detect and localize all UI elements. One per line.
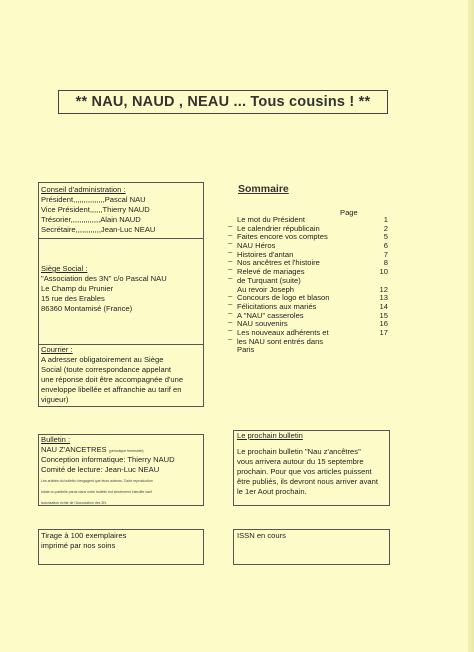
toc-item-title: NAU souvenirs <box>237 319 288 329</box>
siege-line: "Association des 3N" c/o Pascal NAU <box>41 274 167 283</box>
tirage-line: imprimé par nos soins <box>41 541 116 550</box>
toc-item-title-line: de Turquant (suite) <box>237 275 301 285</box>
sommaire-page-label: Page <box>340 208 358 217</box>
prochain-line: Le prochain bulletin "Nau z'ancêtres" <box>237 447 361 456</box>
toc-item-title: Félicitations aux mariés <box>237 301 317 311</box>
toc-item-title: Concours de logo et blason <box>237 293 330 303</box>
conseil-line-tresorier: Trésorier,,,,,,,,,,,,,,Alain NAUD <box>41 215 141 224</box>
toc-item-title <box>237 329 329 355</box>
toc-item <box>228 268 388 285</box>
issn-box <box>233 529 390 565</box>
prochain-line: prochain. Pour que vos articles puissent <box>237 467 372 476</box>
bulletin-box <box>38 434 204 506</box>
courrier-section <box>41 345 203 405</box>
prochain-box <box>233 430 390 506</box>
toc-item-page: 14 <box>379 301 388 311</box>
siege-section <box>41 264 203 314</box>
bulletin-heading: Bulletin : <box>41 435 71 444</box>
toc-item-title <box>237 268 305 285</box>
courrier-line: Social (toute correspondance appelant <box>41 365 172 374</box>
toc-dash: _ <box>228 330 233 340</box>
table-of-contents <box>228 216 388 355</box>
conseil-section <box>41 185 203 235</box>
toc-item-title: Faites encore vos comptes <box>237 232 328 242</box>
siege-line: 15 rue des Erables <box>41 294 105 303</box>
toc-dash: _ <box>228 296 233 306</box>
toc-dash: _ <box>228 218 233 227</box>
conseil-line-president: Président,,,,,,,,,,,,,,,Pascal NAU <box>41 195 146 204</box>
courrier-line: A adresser obligatoirement au Siège <box>41 355 164 364</box>
courrier-line: une réponse doit être accompagnée d'une <box>41 375 184 384</box>
tirage-line: Tirage à 100 exemplaires <box>41 531 127 540</box>
toc-item-title-line: les NAU sont entrés dans <box>237 336 324 346</box>
conseil-line-vice-president: Vice Président,,,,,,Thierry NAUD <box>41 205 150 214</box>
toc-item-page: 15 <box>379 310 388 320</box>
toc-item-page: 13 <box>379 293 388 303</box>
toc-item-page: 16 <box>379 319 388 329</box>
divider <box>39 238 203 239</box>
courrier-line: vigueur) <box>41 395 69 404</box>
prochain-section <box>237 431 389 497</box>
bulletin-fine-print: Les articles du bulletin n'engagent que leurs auteurs. Toute reproduction <box>41 479 153 483</box>
toc-dash: _ <box>228 252 233 262</box>
tirage-box <box>38 529 204 565</box>
info-box-left <box>38 182 204 407</box>
toc-dash: _ <box>228 270 233 280</box>
siege-line: Le Champ du Prunier <box>41 284 114 293</box>
page-edge <box>468 0 474 652</box>
bulletin-name: NAU Z'ANCETRES <box>41 445 107 454</box>
toc-item-page: 17 <box>379 327 388 337</box>
toc-dash: _ <box>228 226 233 236</box>
toc-item-title-line: Paris <box>237 345 255 355</box>
toc-item-page: 5 <box>383 232 388 242</box>
toc-item-page: 1 <box>383 215 388 224</box>
courrier-heading: Courrier : <box>41 345 73 354</box>
toc-dash: _ <box>228 244 233 254</box>
toc-item-title: Le mot du Président <box>237 215 305 224</box>
toc-dash: _ <box>228 287 233 297</box>
prochain-line: le 1er Aout prochain. <box>237 487 307 496</box>
courrier-line: enveloppe libellée et affranchie au tarif en <box>41 385 182 394</box>
bulletin-fine-print: autorisation écrite de l'Association des 3N. <box>41 501 107 505</box>
toc-item-page: 6 <box>383 241 388 251</box>
page-title: ** NAU, NAUD , NEAU ... Tous cousins ! ** <box>58 90 388 114</box>
siege-heading: Siège Social : <box>41 264 88 273</box>
sommaire-title: Sommaire <box>238 183 289 195</box>
toc-item-title: NAU Héros <box>237 241 276 251</box>
toc-item-title: A "NAU" casseroles <box>237 310 304 320</box>
bulletin-comite: Comité de lecture: Jean-Luc NEAU <box>41 465 160 474</box>
issn-text: ISSN en cours <box>237 531 286 540</box>
conseil-heading: Conseil d'administration : <box>41 185 126 194</box>
toc-item-page: 8 <box>383 258 388 268</box>
issn-section <box>237 531 389 541</box>
bulletin-fine-print: totale ou partielle parue dans notre bulletin est strictement interdite sauf <box>41 490 152 494</box>
toc-item-page: 10 <box>379 267 388 277</box>
toc-item-page: 2 <box>383 223 388 233</box>
toc-item-title-line: Relevé de mariages <box>237 267 305 277</box>
toc-item-page: 7 <box>383 249 388 259</box>
toc-item-title: Au revoir Joseph <box>237 284 294 294</box>
toc-dash: _ <box>228 261 233 271</box>
siege-line: 86360 Montamisé (France) <box>41 304 133 313</box>
toc-dash: _ <box>228 322 233 332</box>
bulletin-conception: Conception informatique: Thierry NAUD <box>41 455 175 464</box>
toc-item-title: Le calendrier républicain <box>237 223 320 233</box>
prochain-line: vous arrivera autour du 15 septembre <box>237 457 364 466</box>
toc-dash: _ <box>228 313 233 323</box>
bulletin-name-note: (périodique trimestriel) <box>108 449 144 453</box>
toc-item-title: Nos ancêtres et l'histoire <box>237 258 320 268</box>
toc-item-page: 12 <box>379 284 388 294</box>
prochain-line: être publiés, ils devront nous arriver avant <box>237 477 378 486</box>
tirage-section <box>41 531 203 551</box>
prochain-heading: Le prochain bulletin <box>237 431 303 440</box>
bulletin-section <box>41 435 203 506</box>
toc-dash: _ <box>228 304 233 314</box>
conseil-line-secretaire: Secrétaire,,,,,,,,,,,,Jean-Luc NEAU <box>41 225 156 234</box>
toc-dash: _ <box>228 235 233 245</box>
toc-item-title-line: Les nouveaux adhérents et <box>237 327 329 337</box>
toc-item <box>228 329 388 355</box>
toc-item-title: Histoires d'antan <box>237 249 294 259</box>
bulletin-name-line <box>41 445 203 455</box>
